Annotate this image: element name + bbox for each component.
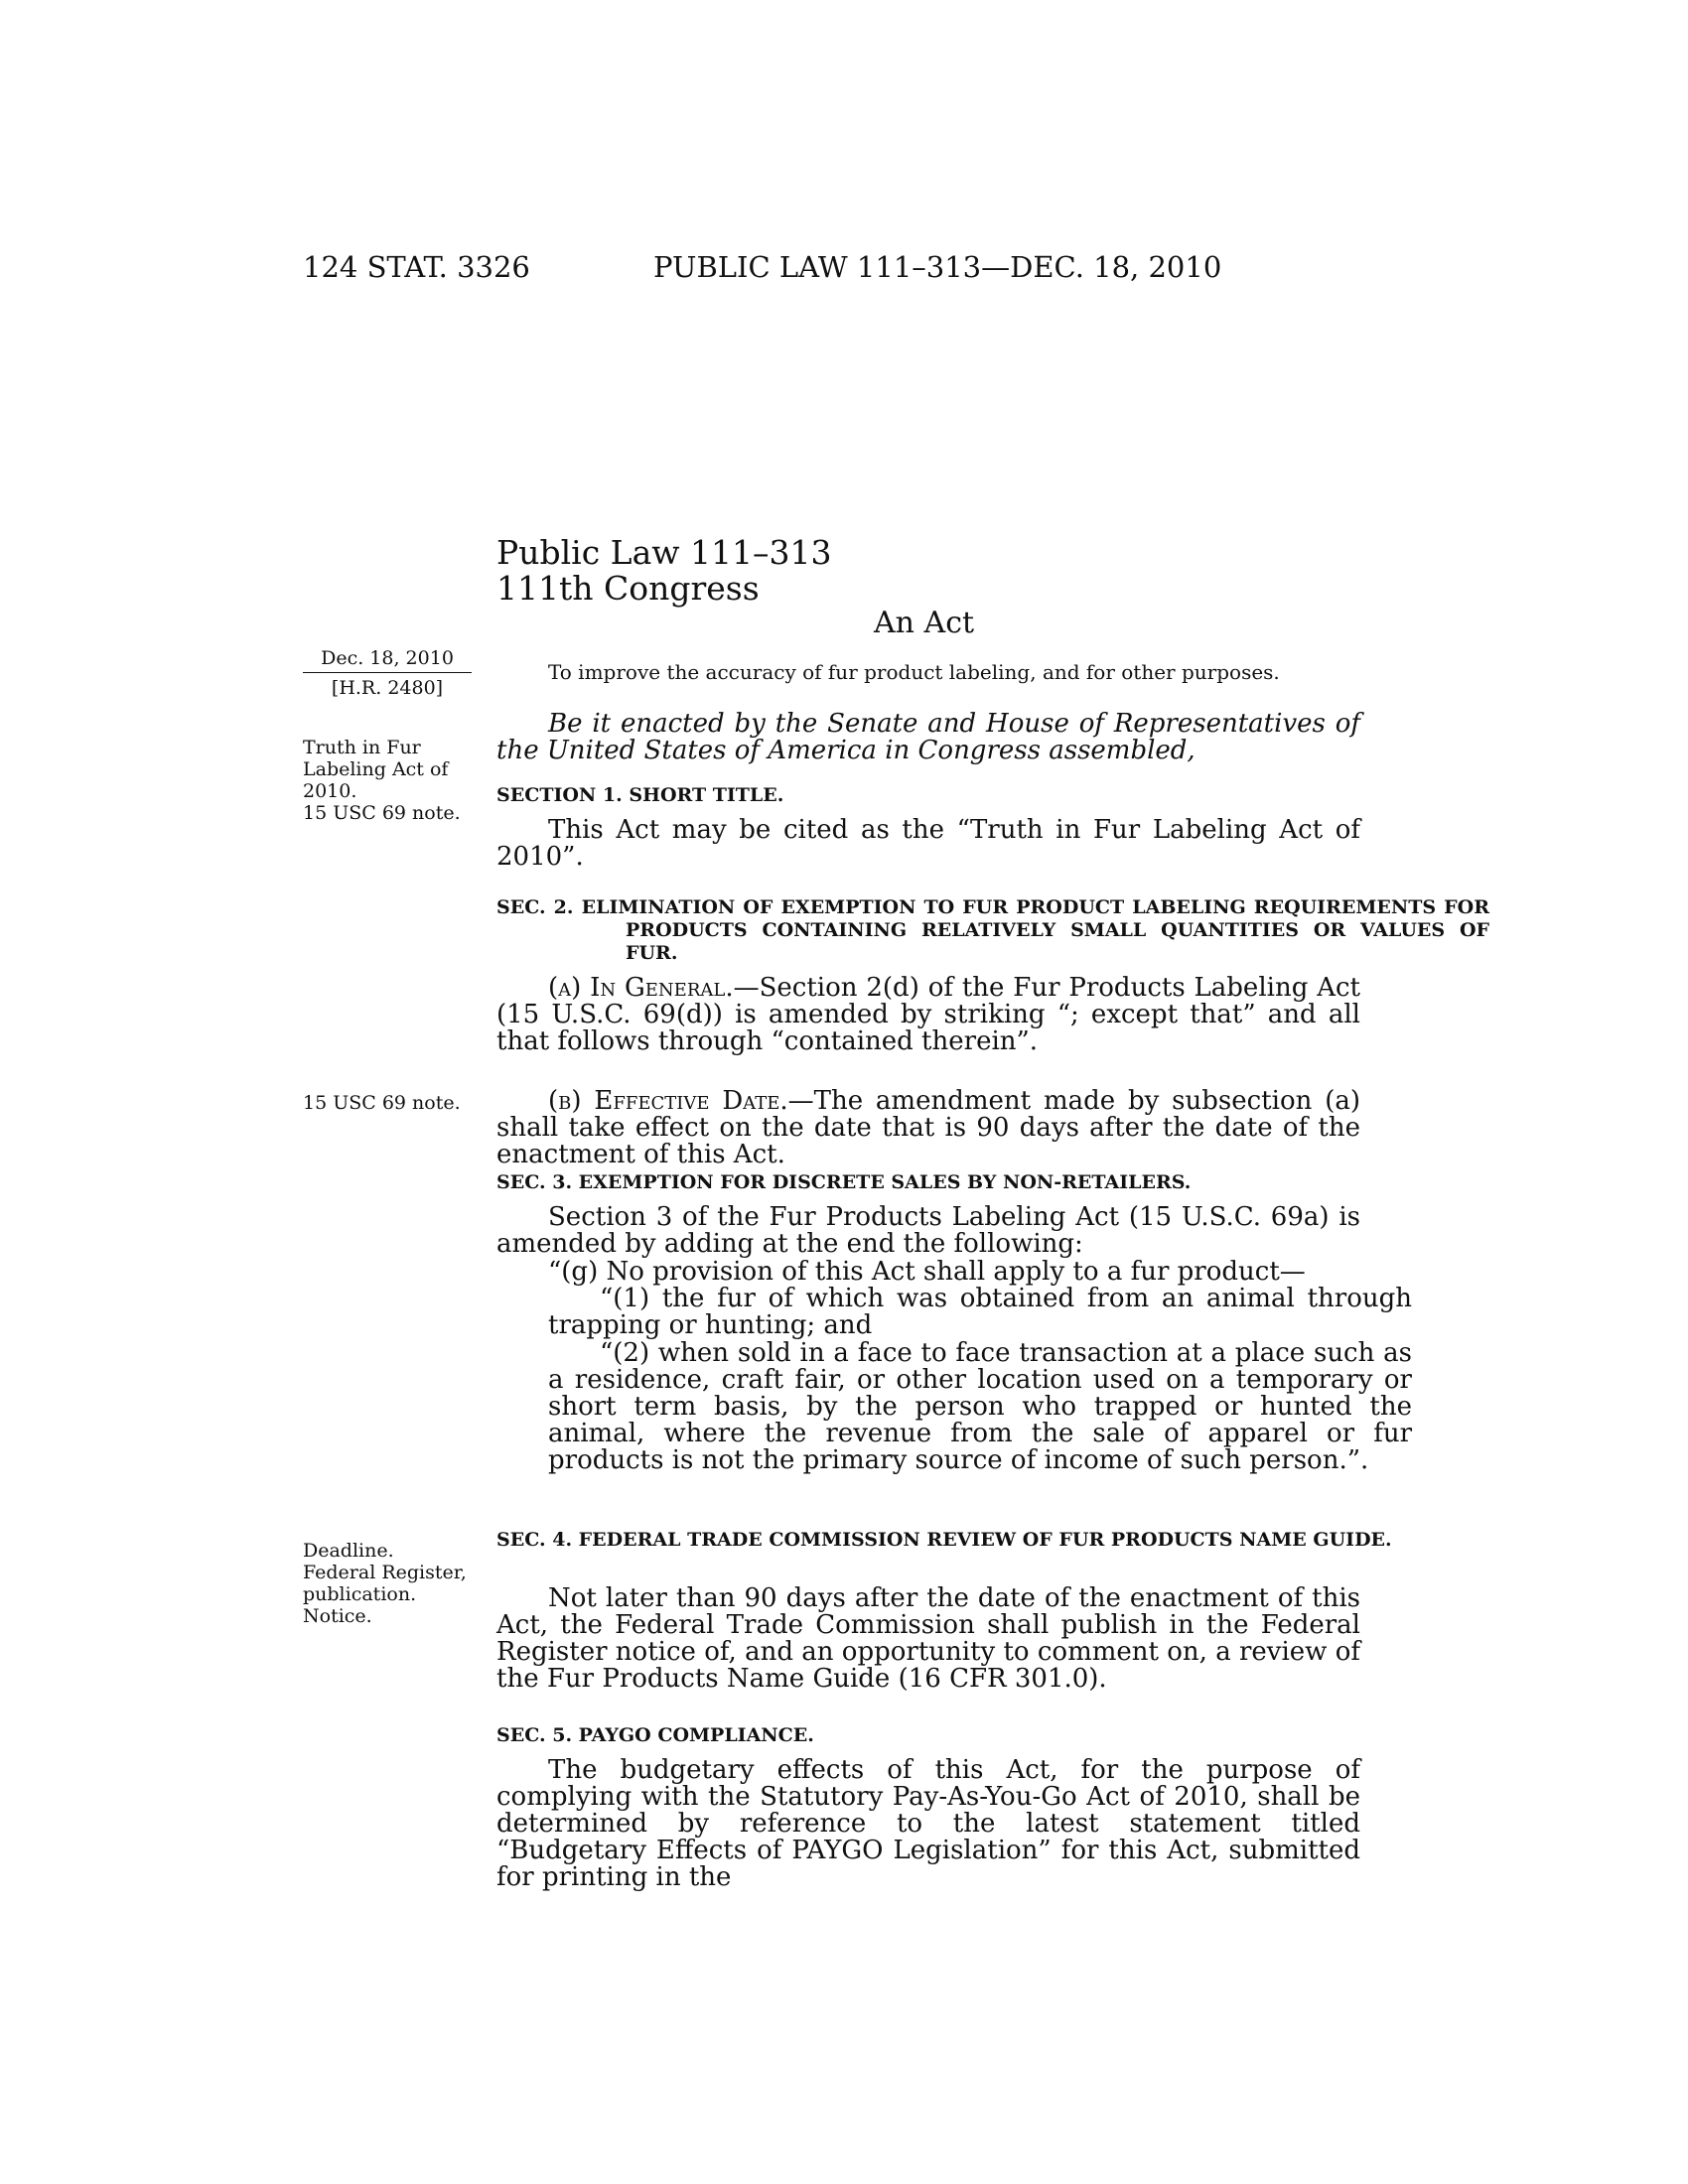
margin-short-title-note <box>303 737 461 824</box>
enacting-clause: Be it enacted by the Senate and House of Representatives of the United States of America in Congress assembled, <box>496 709 1360 765</box>
an-act-heading: An Act <box>874 606 975 640</box>
subsection-text: —Section 2(d) of the Fur Products Labeling Act (15 U.S.C. 69(d)) is amended by striking “; except that” and all that follows through “contained therein”. <box>496 973 1360 1056</box>
congress-label: 111th Congress <box>496 569 760 608</box>
section-5-heading: SEC. 5. PAYGO COMPLIANCE. <box>496 1724 814 1746</box>
margin-effective-note: 15 USC 69 note. <box>303 1092 461 1114</box>
section-1-text: This Act may be cited as the “Truth in Fur Labeling Act of 2010”. <box>496 815 1360 872</box>
page-stat-number: 124 STAT. 3326 <box>303 250 530 284</box>
margin-note-line: Notice. <box>303 1605 372 1627</box>
section-2a <box>496 975 1360 1055</box>
margin-note-line: Truth in Fur <box>303 737 421 758</box>
margin-deadline-note <box>303 1540 467 1627</box>
section-3-g: “(g) No provision of this Act shall apply to a fur product— <box>548 1257 1306 1287</box>
section-3-intro: Section 3 of the Fur Products Labeling Act (15 U.S.C. 69a) is amended by adding at the end the following: <box>496 1202 1360 1259</box>
margin-note-line: Labeling Act of <box>303 758 449 780</box>
section-3-heading: SEC. 3. EXEMPTION FOR DISCRETE SALES BY NON-RETAILERS. <box>496 1171 1192 1193</box>
section-4-text: Not later than 90 days after the date of the enactment of this Act, the Federal Trade Commission shall publish in the Federal Register notice of, and an opportunity to comment on, a review of the Fur Products Name Guide (16 CFR 301.0). <box>496 1583 1360 1694</box>
margin-note-line: 2010. <box>303 780 357 802</box>
running-header: PUBLIC LAW 111–313—DEC. 18, 2010 <box>653 250 1222 284</box>
margin-date: Dec. 18, 2010 <box>303 647 472 673</box>
margin-bill: [H.R. 2480] <box>331 677 444 699</box>
margin-note-line: 15 USC 69 note. <box>303 802 461 824</box>
act-purpose: To improve the accuracy of fur product labeling, and for other purposes. <box>548 660 1280 684</box>
section-4-heading: SEC. 4. FEDERAL TRADE COMMISSION REVIEW OF FUR PRODUCTS NAME GUIDE. <box>496 1529 1392 1551</box>
subsection-label: (b) Effective Date. <box>548 1086 788 1116</box>
margin-note-line: Federal Register, <box>303 1562 467 1583</box>
margin-note-line: Deadline. <box>303 1540 394 1562</box>
section-2-heading: SEC. 2. ELIMINATION OF EXEMPTION TO FUR PRODUCT LABELING REQUIREMENTS FOR PRODUCTS CONTAINING RELATIVELY SMALL QUANTITIES OR VALUES OF FUR. <box>496 896 1489 964</box>
section-1-heading: SECTION 1. SHORT TITLE. <box>496 784 784 806</box>
subsection-text: —The amendment made by subsection (a) shall take effect on the date that is 90 days after the date of the enactment of this Act. <box>496 1086 1360 1169</box>
margin-date-block <box>303 647 472 699</box>
section-3-g1: “(1) the fur of which was obtained from an animal through trapping or hunting; and <box>548 1284 1412 1340</box>
section-2b <box>496 1088 1360 1168</box>
margin-note-line: publication. <box>303 1583 417 1605</box>
section-3-g2: “(2) when sold in a face to face transaction at a place such as a residence, craft fair, or other location used on a temporary or short term basis, by the person who trapped or hunted the animal, where the revenue from the sale of apparel or fur products is not the primary source of income of such person.”. <box>548 1338 1412 1475</box>
public-law-number: Public Law 111–313 <box>496 533 832 572</box>
subsection-label: (a) In General. <box>548 973 734 1003</box>
section-5-text: The budgetary effects of this Act, for the purpose of complying with the Statutory Pay-As-You-Go Act of 2010, shall be determined by reference to the latest statement titled “Budgetary Effects of PAYGO Legislation” for this Act, submitted for printing in the <box>496 1755 1360 1892</box>
